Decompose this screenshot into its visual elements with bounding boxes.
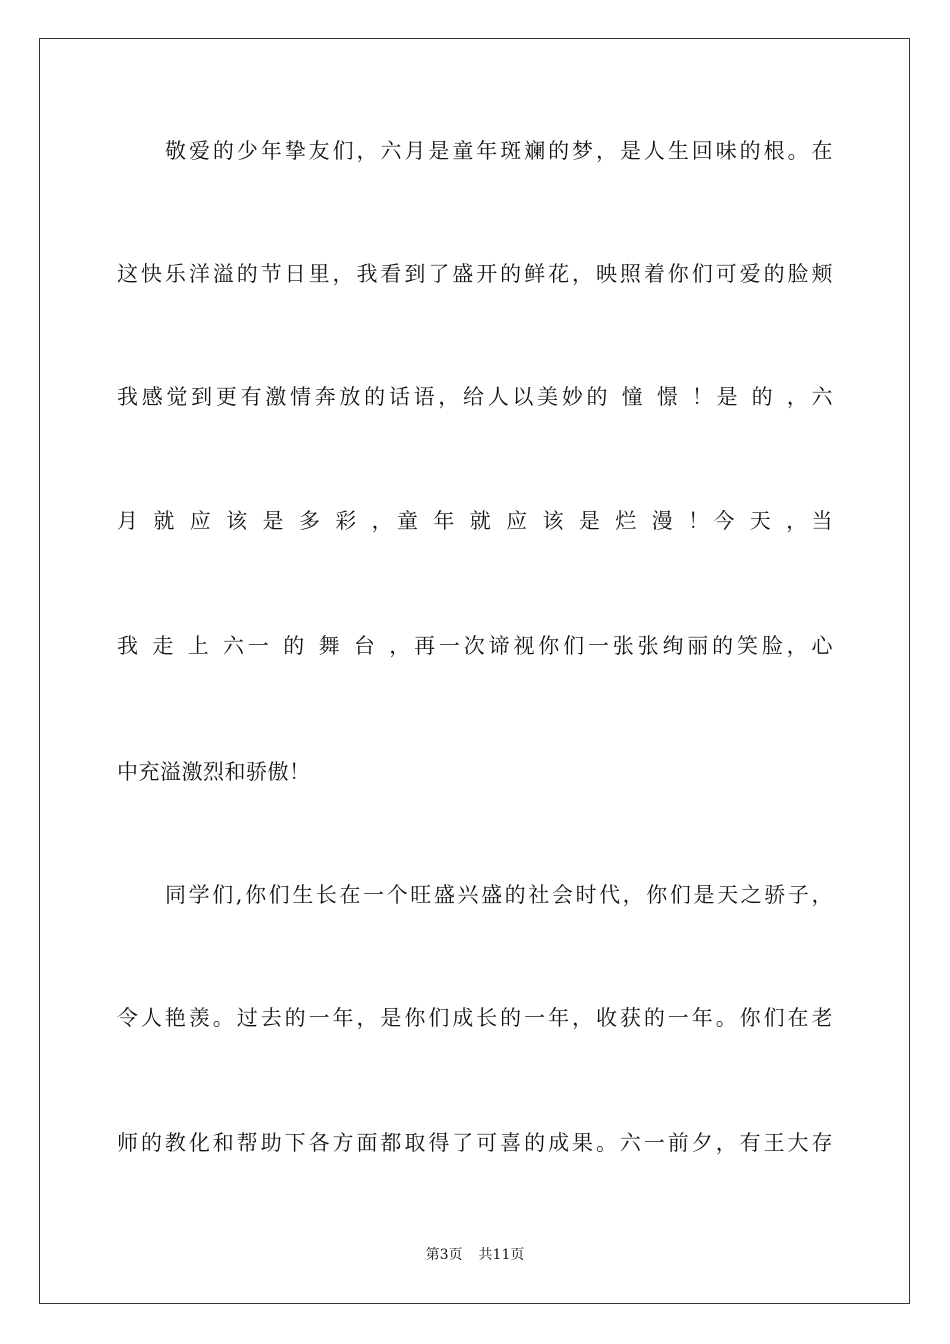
paragraph-line-1: 敬爱的少年挚友们，六月是童年斑斓的梦，是人生回味的根。在 [165, 139, 833, 163]
paragraph-line-3: 我感觉到更有激情奔放的话语，给人以美妙的 憧 憬 ！是 的 ，六 [117, 385, 833, 409]
page-number: 第3页 [425, 1247, 463, 1263]
paragraph-line-9: 师的教化和帮助下各方面都取得了可喜的成果。六一前夕，有王大存 [117, 1131, 833, 1155]
total-pages: 共11页 [478, 1247, 525, 1263]
paragraph-line-4: 月 就 应 该 是 多 彩 ，童 年 就 应 该 是 烂 漫 ！今 天 ，当 [117, 509, 833, 533]
paragraph-line-6: 中充溢激烈和骄傲！ [117, 760, 311, 784]
page-footer [0, 1245, 950, 1265]
paragraph-line-2: 这快乐洋溢的节日里，我看到了盛开的鲜花，映照着你们可爱的脸颊 [117, 262, 833, 286]
page-border [39, 38, 910, 1304]
paragraph-line-5: 我 走 上 六一 的 舞 台 ，再一次谛视你们一张张绚丽的笑脸，心 [117, 634, 833, 658]
paragraph-line-7: 同学们,你们生长在一个旺盛兴盛的社会时代，你们是天之骄子， [165, 883, 833, 907]
paragraph-line-8: 令人艳羡。过去的一年，是你们成长的一年，收获的一年。你们在老 [117, 1006, 833, 1030]
